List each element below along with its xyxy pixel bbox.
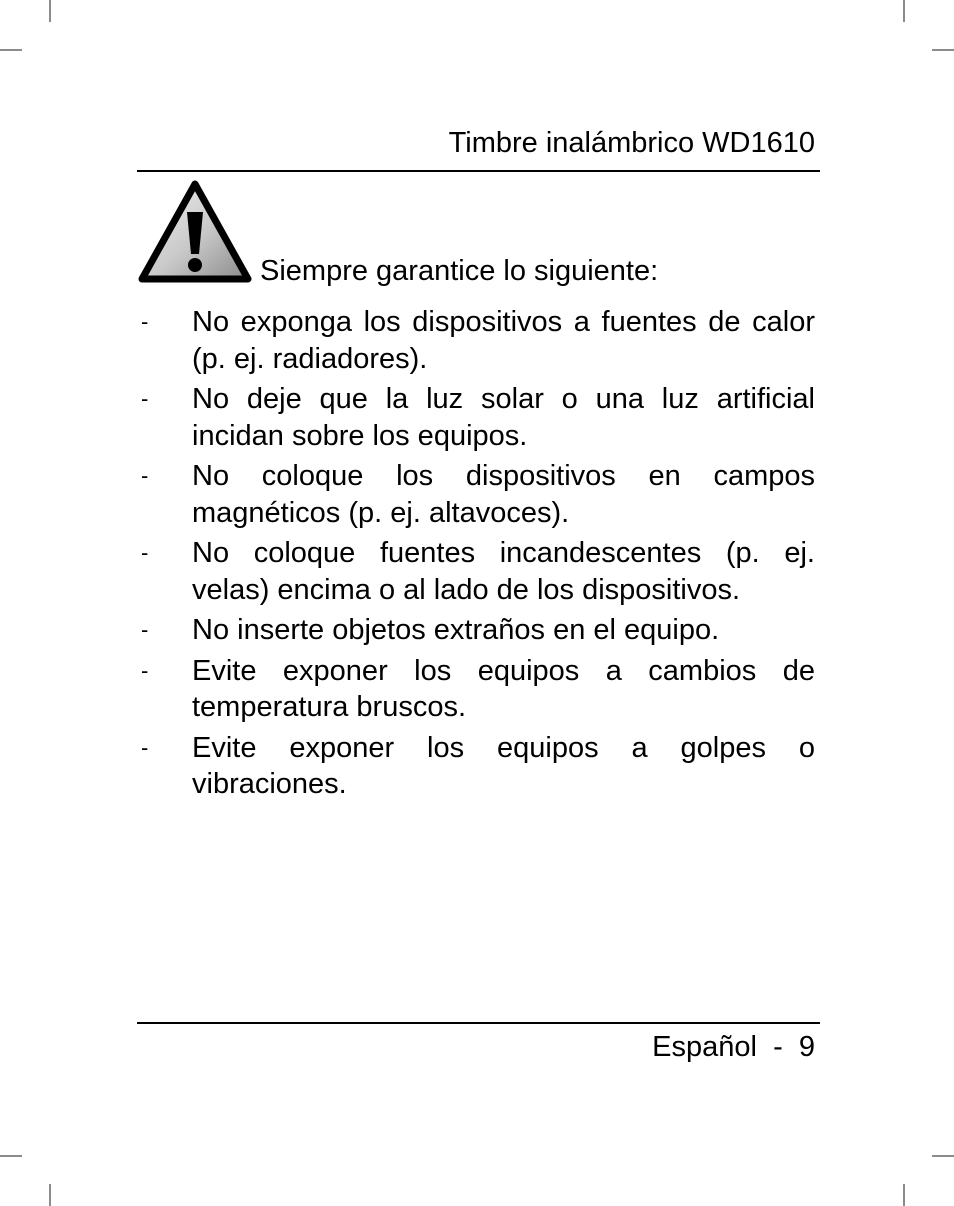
warning-intro-text: Siempre garantice lo siguiente: [260, 255, 659, 287]
warning-triangle-icon [138, 180, 252, 284]
list-item [138, 304, 815, 377]
bullet-text: No coloque fuentes incandescentes (p. ej. velas) encima o al lado de los dispositivos. [192, 537, 815, 606]
bullet-dash: - [141, 734, 149, 760]
header-rule [137, 170, 820, 172]
crop-mark-top-right-h [932, 49, 954, 51]
list-item [138, 612, 815, 649]
crop-mark-bottom-left [49, 1184, 51, 1206]
crop-mark-top-left [49, 0, 51, 22]
bullet-text: No exponga los dispositivos a fuentes de calor (p. ej. radiadores). [192, 306, 815, 375]
list-item [138, 381, 815, 454]
bullet-dash: - [141, 617, 149, 642]
safety-bullet-list [138, 304, 815, 807]
bullet-text: No deje que la luz solar o una luz artificial incidan sobre los equipos. [192, 383, 815, 452]
bullet-text: Evite exponer los equipos a golpes o vibraciones. [192, 731, 815, 800]
list-item [138, 653, 815, 726]
list-item [138, 458, 815, 531]
list-item [138, 535, 815, 608]
bullet-dash: - [141, 463, 149, 488]
list-item [138, 730, 815, 803]
crop-mark-top-right [903, 0, 905, 22]
page-footer-label: Español - 9 [652, 1031, 815, 1063]
bullet-dash: - [141, 309, 149, 334]
bullet-text: Evite exponer los equipos a cambios de temperatura bruscos. [192, 654, 815, 723]
crop-mark-bottom-right [903, 1184, 905, 1206]
bullet-text: No inserte objetos extraños en el equipo. [192, 614, 720, 646]
crop-mark-bottom-right-h [932, 1155, 954, 1157]
bullet-text: No coloque los dispositivos en campos magnéticos (p. ej. altavoces). [192, 460, 815, 529]
page-header-title: Timbre inalámbrico WD1610 [448, 127, 815, 159]
bullet-dash: - [141, 386, 149, 411]
crop-mark-top-left-h [0, 49, 22, 51]
bullet-dash: - [141, 657, 149, 683]
crop-mark-bottom-left-h [0, 1155, 22, 1157]
bullet-dash: - [141, 540, 149, 565]
footer-rule [137, 1022, 820, 1024]
